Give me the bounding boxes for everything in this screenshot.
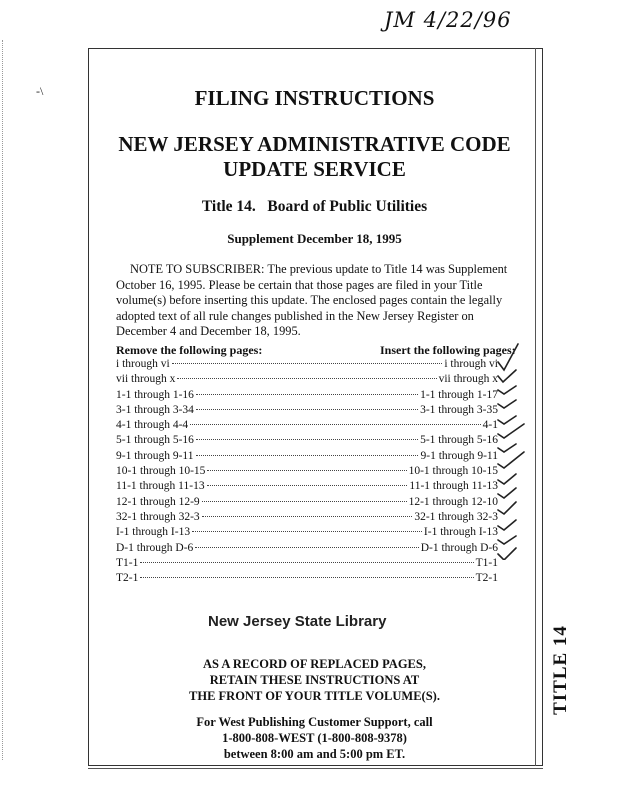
remove-range: T1-1	[116, 556, 139, 569]
remove-range: T2-1	[116, 572, 139, 585]
table-row	[116, 557, 498, 572]
table-row	[116, 465, 498, 480]
leader-dots	[172, 363, 443, 364]
table-row	[116, 480, 498, 495]
handwritten-initials-date: JM 4/22/96	[384, 8, 512, 32]
table-row	[116, 450, 498, 465]
margin-mark: -\	[36, 84, 44, 98]
retain-line: THE FRONT OF YOUR TITLE VOLUME(S).	[189, 689, 440, 703]
handwritten-checkmarks	[496, 340, 530, 560]
insert-range: 3-1 through 3-35	[420, 403, 498, 416]
leader-dots	[202, 516, 413, 517]
insert-range: i through vi	[444, 358, 498, 370]
remove-range: 9-1 through 9-11	[116, 449, 194, 462]
retain-line: RETAIN THESE INSTRUCTIONS AT	[209, 673, 420, 687]
remove-range: 1-1 through 1-16	[116, 388, 194, 401]
table-row	[116, 572, 498, 587]
table-row	[116, 511, 498, 526]
support-phone: 1-800-808-WEST (1-800-808-9378)	[222, 731, 407, 745]
remove-range: 10-1 through 10-15	[116, 465, 206, 478]
title-tab-label: TITLE 14	[550, 625, 571, 715]
support-line: For West Publishing Customer Support, call	[196, 715, 433, 729]
remove-range: 4-1 through 4-4	[116, 419, 189, 432]
table-row	[116, 373, 498, 388]
table-row	[116, 358, 498, 373]
insert-pages-header: Insert the following pages:	[380, 343, 516, 357]
remove-range: 32-1 through 32-3	[116, 510, 200, 523]
bottom-rule	[88, 768, 543, 769]
leader-dots	[207, 470, 406, 471]
code-title-line2: UPDATE SERVICE	[223, 157, 406, 181]
page-title: FILING INSTRUCTIONS	[194, 86, 435, 110]
leader-dots	[196, 394, 418, 395]
remove-range: 12-1 through 12-9	[116, 495, 200, 508]
remove-range: I-1 through I-13	[116, 526, 191, 539]
insert-range: 10-1 through 10-15	[408, 465, 498, 478]
remove-pages-header: Remove the following pages:	[116, 343, 263, 357]
customer-support-info	[88, 714, 541, 762]
table-row	[116, 434, 498, 449]
pages-list	[116, 358, 498, 587]
table-row	[116, 496, 498, 511]
table-row	[116, 389, 498, 404]
remove-range: vii through x	[116, 373, 176, 386]
leader-dots	[177, 378, 436, 379]
insert-range: T2-1	[475, 572, 498, 585]
leader-dots	[202, 501, 407, 502]
leader-dots	[190, 424, 480, 425]
retain-line: AS A RECORD OF REPLACED PAGES,	[203, 657, 426, 671]
insert-range: 5-1 through 5-16	[420, 434, 498, 447]
note-body: The previous update to Title 14 was Supplement October 16, 1995. Please be certain that those pages are filed in your Title volume(s) before inserting this update. The enclosed pages contain the legally adopted text of all rule changes published in the New Jersey Register on December 4 and December 18, 1995.	[116, 262, 508, 338]
note-lead: NOTE TO SUBSCRIBER:	[130, 262, 265, 276]
subscriber-note	[116, 262, 514, 340]
leader-dots	[192, 531, 422, 532]
supplement-date: Supplement December 18, 1995	[227, 231, 402, 246]
table-row	[116, 542, 498, 557]
insert-range: vii through x	[438, 373, 498, 386]
insert-range: 9-1 through 9-11	[420, 449, 498, 462]
margin-dotted-line	[2, 40, 5, 760]
insert-range: 11-1 through 11-13	[409, 480, 498, 493]
leader-dots	[140, 562, 473, 563]
title-tab	[544, 620, 578, 720]
insert-range: I-1 through I-13	[423, 526, 498, 539]
remove-range: 3-1 through 3-34	[116, 403, 194, 416]
title-heading: Title 14. Board of Public Utilities	[201, 198, 428, 215]
leader-dots	[196, 439, 418, 440]
leader-dots	[207, 485, 408, 486]
support-hours: between 8:00 am and 5:00 pm ET.	[223, 747, 406, 761]
leader-dots	[140, 577, 473, 578]
insert-range: 32-1 through 32-3	[414, 510, 498, 523]
insert-range: 1-1 through 1-17	[420, 388, 498, 401]
table-row	[116, 526, 498, 541]
code-title-line1: NEW JERSEY ADMINISTRATIVE CODE	[118, 132, 511, 156]
insert-range: D-1 through D-6	[420, 541, 498, 554]
table-row	[116, 419, 498, 434]
remove-range: D-1 through D-6	[116, 541, 194, 554]
leader-dots	[195, 547, 418, 548]
insert-range: 4-1	[482, 419, 498, 432]
insert-range: T1-1	[475, 556, 498, 569]
library-stamp: New Jersey State Library	[208, 613, 387, 630]
remove-range: 5-1 through 5-16	[116, 434, 194, 447]
table-row	[116, 404, 498, 419]
leader-dots	[196, 455, 419, 456]
remove-range: i through vi	[116, 358, 170, 370]
insert-range: 12-1 through 12-10	[408, 495, 498, 508]
retain-instructions	[88, 656, 541, 704]
remove-range: 11-1 through 11-13	[116, 480, 205, 493]
leader-dots	[196, 409, 418, 410]
